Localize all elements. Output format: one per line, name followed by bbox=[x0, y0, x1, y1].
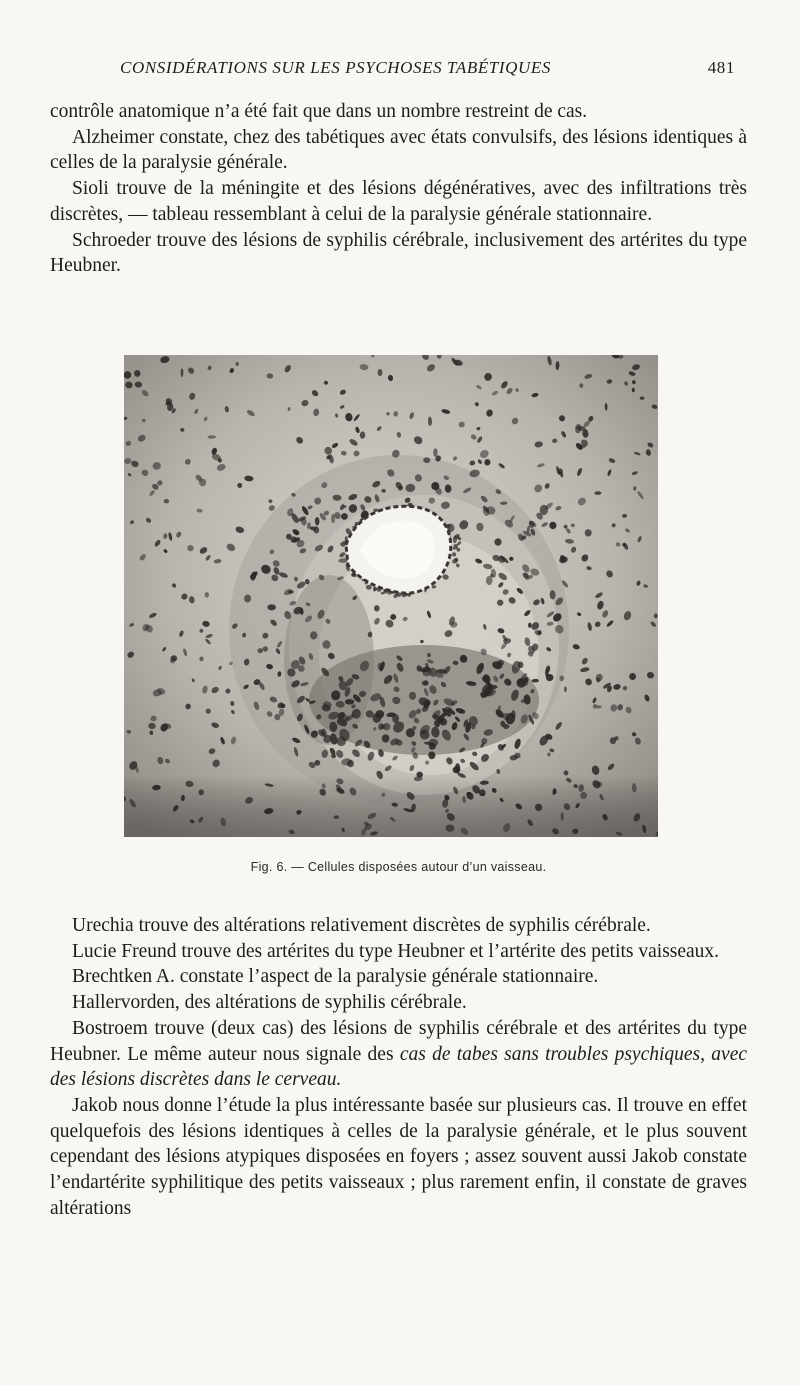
paragraph: Hallervorden, des altérations de syphilis cérébrale. bbox=[72, 992, 467, 1014]
paragraph: Sioli trouve de la méningite et des lésions dégénératives, avec des infiltrations très discrètes, — tableau ressemblant à celui de la paralysie générale stationnaire. bbox=[50, 178, 747, 225]
paragraph: Lucie Freund trouve des artérites du type Heubner et l’artérite des petits vaisseaux. bbox=[72, 940, 720, 962]
paragraph: Urechia trouve des altérations relativement discrètes de syphilis cérébrale. bbox=[72, 915, 651, 936]
paragraph: Alzheimer constate, chez des tabétiques avec états convulsifs, des lésions identiques à celles de la paralysie générale. bbox=[50, 126, 747, 174]
paragraph: Brechtken A. constate l’aspect de la paralysie générale stationnaire. bbox=[72, 966, 599, 988]
paragraph: contrôle anatomique n’a été fait que dans un nombre restreint de cas. bbox=[50, 101, 588, 122]
micrograph-image bbox=[124, 355, 658, 837]
page-number: 481 bbox=[707, 58, 735, 77]
bostroem-italic-2: avec des lésions discrètes dans le cerveau. bbox=[50, 1043, 748, 1091]
page-header bbox=[120, 58, 735, 82]
bostroem-middle: , bbox=[700, 1043, 712, 1065]
paragraph: Schroeder trouve des lésions de syphilis cérébrale, inclusivement des artérites du type Heubner. bbox=[50, 229, 747, 277]
text-block-bottom bbox=[50, 913, 747, 1221]
running-title: CONSIDÉRATIONS SUR LES PSYCHOSES TABÉTIQUES bbox=[120, 58, 551, 77]
micrograph-figure bbox=[124, 355, 658, 837]
figure-caption: Fig. 6. — Cellules disposées autour d’un vaisseau. bbox=[250, 860, 547, 874]
text-block-top bbox=[50, 99, 747, 279]
paragraph-jakob: Jakob nous donne l’étude la plus intéressante basée sur plusieurs cas. Il trouve en effet quelquefois des lésions identiques à celles de la paralysie générale, et le plus souvent cependant des lésions atypiques disposées en foyers ; assez souvent aussi Jakob constate l’endartérite syphilitique des petits vaisseaux ; plus rarement enfin, il constate de graves altérations bbox=[50, 1094, 747, 1219]
bostroem-italic-1: cas de tabes sans troubles psychiques bbox=[399, 1043, 701, 1065]
bostroem-text: Bostroem trouve (deux cas) des lésions de syphilis cérébrale et des artérites du type Heubner. Le même auteur nous signale des bbox=[50, 1017, 747, 1065]
paragraph-bostroem bbox=[50, 1016, 747, 1093]
